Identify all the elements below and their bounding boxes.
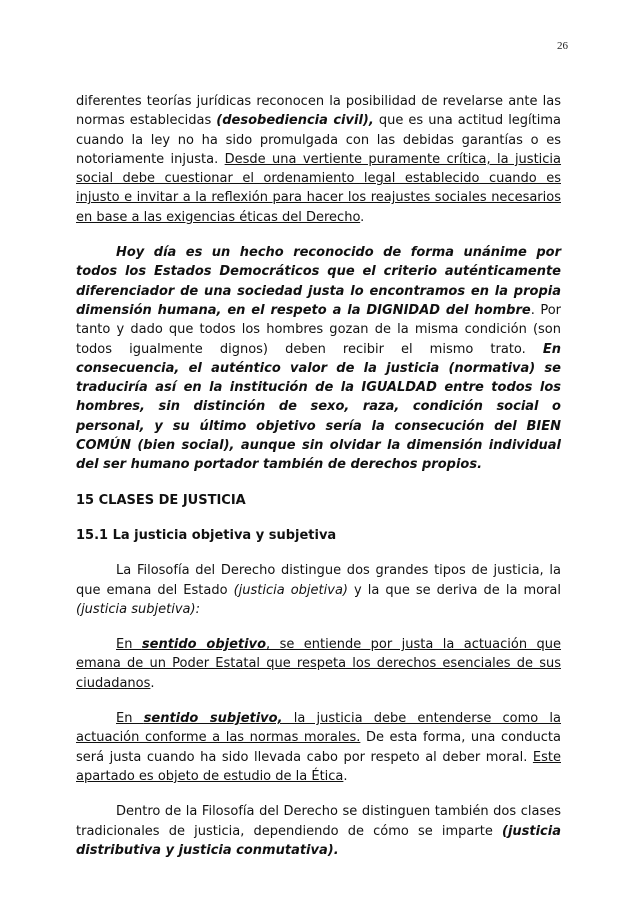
italic-text: (justicia objetiva) (233, 582, 348, 598)
paragraph-civil-disobedience (76, 92, 561, 227)
paragraph-human-dignity (76, 243, 561, 475)
text-run: De esta forma, una conducta será justa cuando ha sido llevada cabo por respeto al deber moral. (76, 730, 561, 765)
emphasis-underlined-text: sentido subjetivo, (143, 711, 283, 727)
underlined-text: En (116, 711, 144, 727)
emphasis-text: (desobediencia civil), (216, 113, 374, 129)
text-run: diferentes teorías jurídicas reconocen la posibilidad de revelarse ante las normas establecidas (76, 94, 561, 129)
document-body (76, 92, 561, 876)
underlined-text: la justicia debe entenderse como la actuación conforme a las normas morales. (76, 711, 562, 746)
emphasis-text: (justicia distributiva y justicia conmutativa). (76, 823, 561, 858)
text-run: y la que se deriva de la moral (347, 582, 561, 598)
emphasis-text: Hoy día es un hecho reconocido de forma unánime por todos los Estados Democráticos que el criterio auténticamente diferenciador de una sociedad justa lo encontramos en la propia dimensión humana, en el respeto a la DIGNIDAD del hombre (76, 245, 561, 318)
underlined-text: Desde una vertiente puramente crítica, la justicia social debe cuestionar el ordenamiento legal establecido cuando es injusto e invitar a la reflexión para hacer los reajustes sociales necesarios en base a las exigencias éticas del Derecho (76, 151, 562, 225)
underlined-text: En (116, 637, 142, 653)
emphasis-underlined-text: sentido objetivo (141, 637, 267, 653)
text-run: La Filosofía del Derecho distingue dos grandes tipos de justicia, la que emana del Estado (76, 563, 561, 598)
underlined-text: Este apartado es objeto de estudio de la Ética (76, 749, 561, 784)
paragraph-subjective-sense (76, 709, 561, 786)
text-run: . Por tanto y dado que todos los hombres gozan de la misma condición (son todos igualmente dignos) deben recibir el mismo trato. (76, 302, 561, 357)
text-run: . (360, 209, 365, 225)
underlined-text: , se entiende por justa la actuación que emana de un Poder Estatal que respeta los derechos esenciales de sus ciudadanos (76, 637, 562, 691)
paragraph-objective-sense (76, 635, 561, 693)
italic-text: (justicia subjetiva): (76, 601, 200, 617)
text-run: Dentro de la Filosofía del Derecho se distinguen también dos clases tradicionales de justicia, dependiendo de cómo se imparte (76, 804, 561, 839)
section-heading: 15 CLASES DE JUSTICIA (76, 492, 246, 508)
paragraph-justice-types (76, 561, 561, 619)
paragraph-classic-justice (76, 802, 561, 860)
page-number: 26 (557, 40, 568, 52)
text-run: . (343, 768, 348, 784)
subsection-heading: 15.1 La justicia objetiva y subjetiva (76, 527, 337, 543)
emphasis-text: En consecuencia, el auténtico valor de la justicia (normativa) se traduciría así en la institución de la IGUALDAD entre todos los hombres, sin distinción de sexo, raza, condición social o personal, y su último objetivo sería la consecución del BIEN COMÚN (bien social), aunque sin olvidar la dimensión individual del ser humano portador también de derechos propios. (76, 341, 561, 473)
text-run: . (150, 675, 155, 691)
text-run: que es una actitud legítima cuando la ley no ha sido promulgada con las debidas garantías o es notoriamente injusta. (76, 113, 562, 167)
